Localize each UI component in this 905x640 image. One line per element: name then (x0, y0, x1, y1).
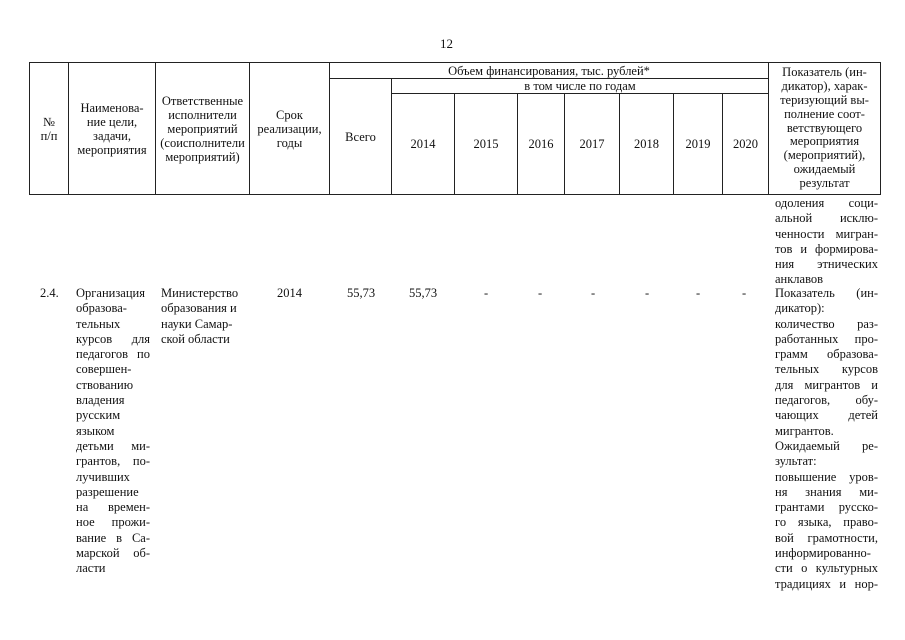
col-year-2020: 2020 (722, 93, 769, 195)
text-line: информированно- (775, 546, 871, 561)
col-year-2019: 2019 (673, 93, 723, 195)
text-line: лучивших (76, 469, 130, 484)
text-line: детьми ми- (76, 438, 150, 453)
row-2016: - (538, 286, 543, 300)
text-line: повышение уров- (775, 469, 878, 484)
row-indicator (775, 286, 878, 592)
col-year-2017: 2017 (564, 93, 620, 195)
text-line: вой грамотности, (775, 530, 878, 545)
text-line: для мигрантов и (775, 377, 878, 392)
text-line: альной исклю- (775, 211, 878, 226)
text-line: ное прожи- (76, 515, 150, 530)
text-line: традициях и нор- (775, 576, 878, 591)
col-num-header: № п/п (29, 62, 69, 195)
text-line: русским (76, 408, 121, 423)
carryover-text (775, 196, 878, 288)
text-line: образования и (161, 301, 237, 316)
text-line: ствованию (76, 377, 134, 392)
text-line: тельных (76, 316, 121, 331)
col-name-header: Наименова- ние цели, задачи, мероприятия (68, 62, 156, 195)
text-line: мигрантов. (775, 423, 834, 438)
text-line: грантов, по- (76, 454, 150, 469)
text-line: ченности мигран- (775, 226, 878, 241)
text-line: грантами русско- (775, 500, 878, 515)
text-line: ской области (161, 331, 230, 346)
row-2014: 55,73 (409, 286, 438, 300)
text-line: одоления соци- (775, 196, 878, 210)
text-line: курсов для (76, 331, 150, 346)
text-line: тельных курсов (775, 362, 878, 377)
text-line: марской об- (76, 546, 150, 561)
text-line: анклавов (775, 272, 824, 287)
text-line: грамм образова- (775, 347, 878, 362)
row-2020: - (742, 286, 747, 300)
text-line: владения (76, 393, 125, 408)
row-name (76, 286, 150, 577)
col-finance-header: Объем финансирования, тыс. рублей* (329, 62, 769, 79)
row-executor (161, 286, 247, 347)
text-line: чающих детей (775, 408, 878, 423)
text-line: сти о культурных (775, 561, 878, 576)
text-line: работанных про- (775, 331, 878, 346)
text-line: ния этнических (775, 257, 878, 272)
text-line: вание в Са- (76, 530, 150, 545)
row-2015: - (484, 286, 489, 300)
row-term: 2014 (277, 286, 302, 300)
row-2019: - (696, 286, 701, 300)
text-line: дикатор): (775, 301, 825, 316)
text-line: зультат: (775, 454, 817, 469)
row-total: 55,73 (347, 286, 376, 300)
col-years-header: в том числе по годам (391, 78, 769, 94)
text-line: го языка, право- (775, 515, 878, 530)
text-line: языком (76, 423, 115, 438)
text-line: ласти (76, 561, 106, 576)
text-line: Организация (76, 286, 145, 300)
col-term-header: Срок реализации, годы (249, 62, 330, 195)
text-line: Показатель (ин- (775, 286, 878, 300)
text-line: тов и формирова- (775, 241, 878, 256)
col-year-2018: 2018 (619, 93, 674, 195)
text-line: ня знания ми- (775, 484, 878, 499)
text-line: Министерство (161, 286, 239, 300)
text-line: на времен- (76, 500, 150, 515)
text-line: педагогов, обу- (775, 393, 878, 408)
text-line: педагогов по (76, 347, 150, 362)
text-line: Ожидаемый ре- (775, 438, 878, 453)
row-2017: - (591, 286, 596, 300)
row-2018: - (645, 286, 650, 300)
col-total-header: Всего (329, 78, 392, 195)
col-exec-header: Ответственные исполнители мероприятий (соисполнители мероприятий) (155, 62, 250, 195)
col-year-2014: 2014 (391, 93, 455, 195)
text-line: разрешение (76, 484, 139, 499)
col-year-2015: 2015 (454, 93, 518, 195)
text-line: образова- (76, 301, 127, 316)
col-year-2016: 2016 (517, 93, 565, 195)
page-number: 12 (440, 36, 453, 51)
text-line: науки Самар- (161, 316, 233, 331)
row-number: 2.4. (40, 286, 59, 300)
col-indicator-header: Показатель (ин- дикатор), харак- теризующий вы- полнение соот- ветствующего мероприятия (мероприятий), ожидаемый результат (768, 62, 881, 195)
text-line: совершен- (76, 362, 132, 377)
text-line: количество раз- (775, 316, 878, 331)
